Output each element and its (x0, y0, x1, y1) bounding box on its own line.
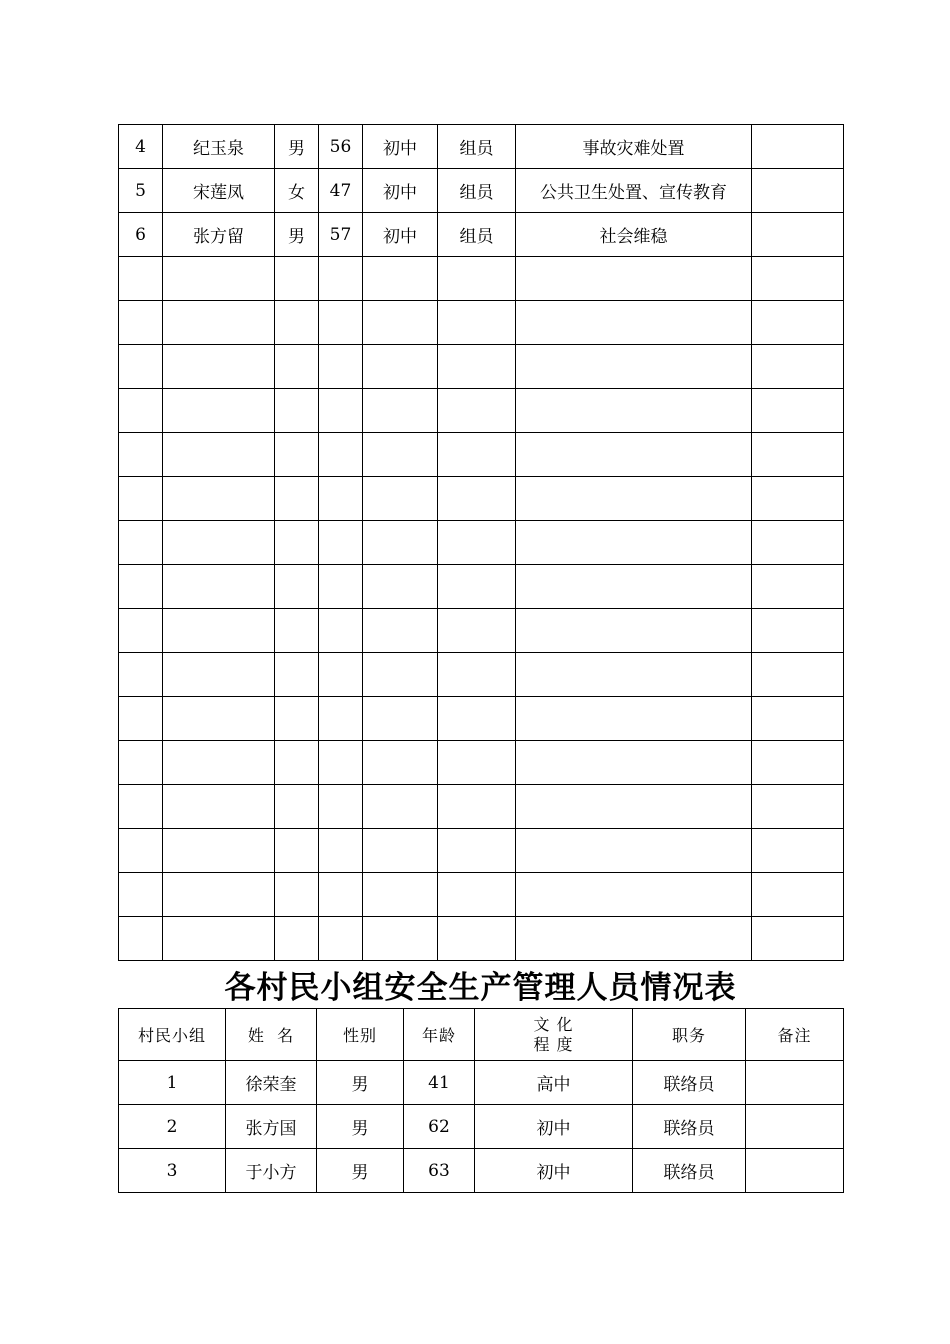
cell-education: 初中 (363, 213, 438, 257)
empty-cell (752, 829, 844, 873)
empty-cell (363, 521, 438, 565)
empty-cell (275, 609, 319, 653)
empty-cell (516, 609, 752, 653)
cell-index: 5 (119, 169, 163, 213)
cell-age: 63 (404, 1149, 475, 1193)
empty-cell (319, 653, 363, 697)
empty-cell (516, 433, 752, 477)
empty-cell (275, 521, 319, 565)
empty-table-row (119, 697, 844, 741)
empty-cell (275, 697, 319, 741)
empty-cell (752, 785, 844, 829)
header-name: 姓 名 (226, 1009, 317, 1061)
empty-cell (319, 741, 363, 785)
cell-position: 联络员 (633, 1105, 746, 1149)
empty-cell (163, 785, 275, 829)
empty-table-row (119, 389, 844, 433)
empty-cell (119, 873, 163, 917)
table-row (119, 169, 844, 213)
empty-cell (119, 697, 163, 741)
empty-cell (163, 653, 275, 697)
empty-cell (363, 741, 438, 785)
page-title: 各村民小组安全生产管理人员情况表 (224, 970, 737, 1006)
empty-cell (438, 301, 516, 345)
empty-cell (163, 697, 275, 741)
empty-cell (363, 917, 438, 961)
empty-table-row (119, 477, 844, 521)
empty-table-row (119, 785, 844, 829)
cell-group: 1 (119, 1061, 226, 1105)
empty-cell (119, 521, 163, 565)
cell-age: 47 (319, 169, 363, 213)
cell-age: 56 (319, 125, 363, 169)
village-group-safety-table (118, 1008, 844, 1193)
empty-cell (752, 521, 844, 565)
empty-cell (438, 565, 516, 609)
empty-table-row (119, 653, 844, 697)
cell-gender: 男 (317, 1105, 404, 1149)
empty-cell (438, 521, 516, 565)
empty-cell (319, 609, 363, 653)
empty-table-row (119, 257, 844, 301)
empty-cell (119, 301, 163, 345)
empty-table-row (119, 741, 844, 785)
empty-cell (275, 565, 319, 609)
empty-cell (119, 345, 163, 389)
cell-duty: 社会维稳 (516, 213, 752, 257)
table-row (119, 1149, 844, 1193)
cell-remarks (746, 1105, 844, 1149)
cell-education: 初中 (363, 125, 438, 169)
empty-cell (752, 477, 844, 521)
empty-cell (163, 873, 275, 917)
table-header-row (119, 1009, 844, 1061)
empty-cell (752, 565, 844, 609)
empty-cell (275, 477, 319, 521)
cell-group: 3 (119, 1149, 226, 1193)
empty-cell (163, 521, 275, 565)
cell-duty: 公共卫生处置、宣传教育 (516, 169, 752, 213)
empty-cell (438, 477, 516, 521)
empty-cell (275, 257, 319, 301)
empty-cell (163, 433, 275, 477)
empty-cell (363, 697, 438, 741)
cell-index: 4 (119, 125, 163, 169)
header-remarks: 备注 (746, 1009, 844, 1061)
empty-cell (319, 257, 363, 301)
empty-cell (438, 609, 516, 653)
empty-cell (516, 697, 752, 741)
empty-cell (163, 565, 275, 609)
empty-cell (119, 829, 163, 873)
cell-role: 组员 (438, 169, 516, 213)
empty-cell (516, 345, 752, 389)
empty-cell (438, 741, 516, 785)
empty-cell (163, 917, 275, 961)
empty-cell (319, 829, 363, 873)
empty-cell (319, 345, 363, 389)
empty-table-row (119, 565, 844, 609)
cell-education: 高中 (475, 1061, 633, 1105)
cell-name: 宋莲凤 (163, 169, 275, 213)
empty-cell (319, 389, 363, 433)
cell-remarks (752, 169, 844, 213)
cell-duty: 事故灾难处置 (516, 125, 752, 169)
empty-cell (163, 301, 275, 345)
empty-table-row (119, 609, 844, 653)
cell-position: 联络员 (633, 1149, 746, 1193)
empty-cell (319, 477, 363, 521)
empty-cell (275, 829, 319, 873)
cell-remarks (752, 213, 844, 257)
empty-cell (163, 477, 275, 521)
cell-name: 于小方 (226, 1149, 317, 1193)
header-age: 年龄 (404, 1009, 475, 1061)
empty-cell (319, 697, 363, 741)
cell-gender: 男 (275, 125, 319, 169)
empty-cell (438, 873, 516, 917)
empty-cell (163, 257, 275, 301)
empty-cell (438, 653, 516, 697)
cell-gender: 男 (275, 213, 319, 257)
cell-remarks (746, 1149, 844, 1193)
empty-cell (275, 873, 319, 917)
empty-cell (438, 389, 516, 433)
cell-age: 57 (319, 213, 363, 257)
empty-cell (516, 565, 752, 609)
empty-cell (752, 345, 844, 389)
empty-cell (319, 433, 363, 477)
empty-cell (752, 433, 844, 477)
empty-cell (752, 653, 844, 697)
empty-cell (119, 477, 163, 521)
header-position: 职务 (633, 1009, 746, 1061)
empty-cell (275, 741, 319, 785)
empty-cell (119, 917, 163, 961)
table-row (119, 1061, 844, 1105)
empty-cell (516, 389, 752, 433)
cell-education: 初中 (475, 1105, 633, 1149)
empty-cell (363, 345, 438, 389)
empty-cell (275, 345, 319, 389)
empty-cell (119, 565, 163, 609)
cell-remarks (746, 1061, 844, 1105)
empty-cell (438, 433, 516, 477)
empty-cell (438, 697, 516, 741)
empty-table-row (119, 917, 844, 961)
header-education-line1: 文 化 (533, 1014, 574, 1034)
cell-education: 初中 (475, 1149, 633, 1193)
empty-cell (319, 301, 363, 345)
cell-group: 2 (119, 1105, 226, 1149)
empty-cell (516, 521, 752, 565)
empty-cell (363, 301, 438, 345)
empty-cell (516, 829, 752, 873)
empty-cell (438, 345, 516, 389)
empty-cell (119, 653, 163, 697)
cell-name: 张方国 (226, 1105, 317, 1149)
empty-cell (363, 389, 438, 433)
cell-age: 41 (404, 1061, 475, 1105)
table-row (119, 125, 844, 169)
empty-cell (319, 521, 363, 565)
empty-cell (363, 653, 438, 697)
cell-index: 6 (119, 213, 163, 257)
cell-position: 联络员 (633, 1061, 746, 1105)
cell-name: 张方留 (163, 213, 275, 257)
empty-cell (163, 741, 275, 785)
empty-cell (752, 609, 844, 653)
empty-cell (163, 609, 275, 653)
empty-cell (319, 917, 363, 961)
cell-name: 徐荣奎 (226, 1061, 317, 1105)
empty-cell (752, 697, 844, 741)
empty-cell (363, 477, 438, 521)
empty-table-row (119, 521, 844, 565)
empty-cell (275, 917, 319, 961)
header-education-line2: 程 度 (533, 1034, 574, 1054)
empty-table-row (119, 345, 844, 389)
cell-gender: 男 (317, 1061, 404, 1105)
empty-cell (319, 565, 363, 609)
empty-cell (752, 741, 844, 785)
empty-cell (438, 829, 516, 873)
cell-education: 初中 (363, 169, 438, 213)
empty-cell (119, 785, 163, 829)
empty-cell (516, 917, 752, 961)
empty-cell (275, 301, 319, 345)
empty-cell (363, 433, 438, 477)
empty-cell (752, 873, 844, 917)
empty-cell (163, 829, 275, 873)
empty-cell (275, 785, 319, 829)
empty-cell (275, 653, 319, 697)
cell-role: 组员 (438, 213, 516, 257)
cell-name: 纪玉泉 (163, 125, 275, 169)
empty-cell (119, 433, 163, 477)
empty-cell (119, 389, 163, 433)
empty-cell (363, 609, 438, 653)
empty-cell (363, 873, 438, 917)
empty-cell (319, 873, 363, 917)
empty-cell (516, 257, 752, 301)
empty-cell (752, 257, 844, 301)
empty-cell (516, 873, 752, 917)
empty-cell (438, 257, 516, 301)
empty-cell (752, 301, 844, 345)
empty-cell (363, 829, 438, 873)
header-education (475, 1009, 633, 1061)
empty-cell (119, 741, 163, 785)
empty-cell (516, 741, 752, 785)
table-row (119, 1105, 844, 1149)
header-gender: 性别 (317, 1009, 404, 1061)
empty-cell (363, 257, 438, 301)
empty-cell (752, 917, 844, 961)
empty-cell (438, 785, 516, 829)
empty-cell (275, 433, 319, 477)
empty-cell (516, 785, 752, 829)
empty-cell (275, 389, 319, 433)
cell-gender: 男 (317, 1149, 404, 1193)
empty-table-row (119, 301, 844, 345)
cell-gender: 女 (275, 169, 319, 213)
cell-remarks (752, 125, 844, 169)
empty-cell (363, 565, 438, 609)
cell-age: 62 (404, 1105, 475, 1149)
empty-cell (119, 609, 163, 653)
empty-cell (119, 257, 163, 301)
cell-role: 组员 (438, 125, 516, 169)
header-group: 村民小组 (119, 1009, 226, 1061)
empty-cell (516, 653, 752, 697)
staff-table-continued (118, 124, 844, 961)
empty-cell (438, 917, 516, 961)
empty-cell (163, 389, 275, 433)
empty-cell (363, 785, 438, 829)
empty-table-row (119, 873, 844, 917)
empty-cell (516, 301, 752, 345)
empty-cell (319, 785, 363, 829)
empty-cell (516, 477, 752, 521)
empty-table-row (119, 433, 844, 477)
empty-cell (752, 389, 844, 433)
empty-table-row (119, 829, 844, 873)
empty-cell (163, 345, 275, 389)
table-row (119, 213, 844, 257)
